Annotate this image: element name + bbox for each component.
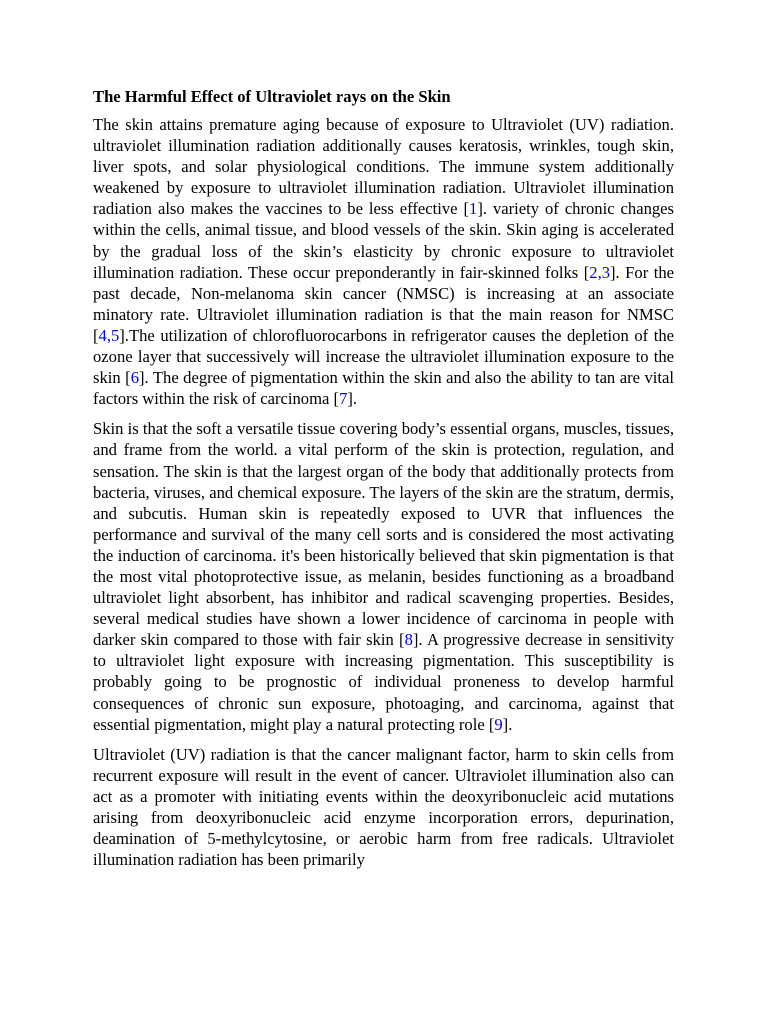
citation-link[interactable]: 4,5	[98, 325, 120, 345]
document-page	[93, 86, 674, 879]
citation-link[interactable]: 6	[130, 368, 139, 388]
citation-link[interactable]: 9	[494, 714, 503, 734]
paragraph	[93, 418, 674, 734]
paragraph-text: Skin is that the soft a versatile tissue covering body’s essential organs, muscles, tissues, and frame from the world. a vital perform of the skin is protection, regulation, and sensation. The skin is that the largest organ of the body that additionally protects from bacteria, viruses, and chemical exposure. The layers of the skin are the stratum, dermis, and subcutis. Human skin is repeatedly exposed to UVR that influences the performance and survival of the many cell sorts and is considered the most activating the induction of carcinoma. it's been historically believed that skin pigmentation is that the most vital photoprotective issue, as melanin, besides functioning as a broadband ultraviolet light absorbent, has inhibitor and radical scavenging properties. Besides, several medical studies have shown a lower incidence of carcinoma in people with darker skin compared to those with fair skin [	[93, 419, 674, 650]
paragraph-text: ].	[347, 389, 358, 409]
paragraph-text: ]. variety of chronic changes within the cells, animal tissue, and blood vessels of the skin. Skin aging is accelerated by the gradual loss of the skin’s elasticity by chronic exposure to ultraviolet illumination radiation. These occur preponderantly in fair-skinned folks [	[93, 199, 674, 282]
paragraph-text: ]. The degree of pigmentation within the skin and also the ability to tan are vital factors within the risk of carcinoma [	[93, 368, 674, 409]
article-body	[93, 114, 674, 870]
paragraph	[93, 114, 674, 409]
citation-link[interactable]: 1	[469, 199, 478, 219]
citation-link[interactable]: 8	[404, 630, 413, 650]
paragraph-text: The skin attains premature aging because of exposure to Ultraviolet (UV) radiation. ultraviolet illumination radiation additionally causes keratosis, wrinkles, tough skin, liver spots, and solar physiological conditions. The immune system additionally weakened by exposure to ultraviolet illumination radiation. Ultraviolet illumination radiation also makes the vaccines to be less effective [	[93, 115, 674, 219]
paragraph-text: ]. A progressive decrease in sensitivity to ultraviolet light exposure with increasing pigmentation. This susceptibility is probably going to be prognostic of individual proneness to develop harmful consequences of chronic sun exposure, photoaging, and carcinoma, against that essential pigmentation, might play a natural protecting role [	[93, 630, 674, 734]
paragraph-text: ].	[502, 714, 513, 734]
paragraph-text: ]. For the past decade, Non-melanoma skin cancer (NMSC) is increasing at an associate minatory rate. Ultraviolet illumination radiation is that the main reason for NMSC [	[93, 262, 674, 345]
citation-link[interactable]: 2,3	[589, 262, 611, 282]
article-title: The Harmful Effect of Ultraviolet rays on the Skin	[93, 87, 451, 106]
paragraph-text: ].The utilization of chlorofluorocarbons in refrigerator causes the depletion of the ozone layer that successively will increase the ultraviolet illumination exposure to the skin [	[93, 325, 674, 388]
paragraph	[93, 744, 674, 871]
citation-link[interactable]: 7	[339, 389, 348, 409]
paragraph-text: Ultraviolet (UV) radiation is that the cancer malignant factor, harm to skin cells from recurrent exposure will result in the event of cancer. Ultraviolet illumination also can act as a promoter with initiating events within the deoxyribonucleic acid mutations arising from deoxyribonucleic acid enzyme incorporation errors, depurination, deamination of 5-methylcytosine, or aerobic harm from free radicals. Ultraviolet illumination radiation has been primarily	[93, 744, 674, 870]
